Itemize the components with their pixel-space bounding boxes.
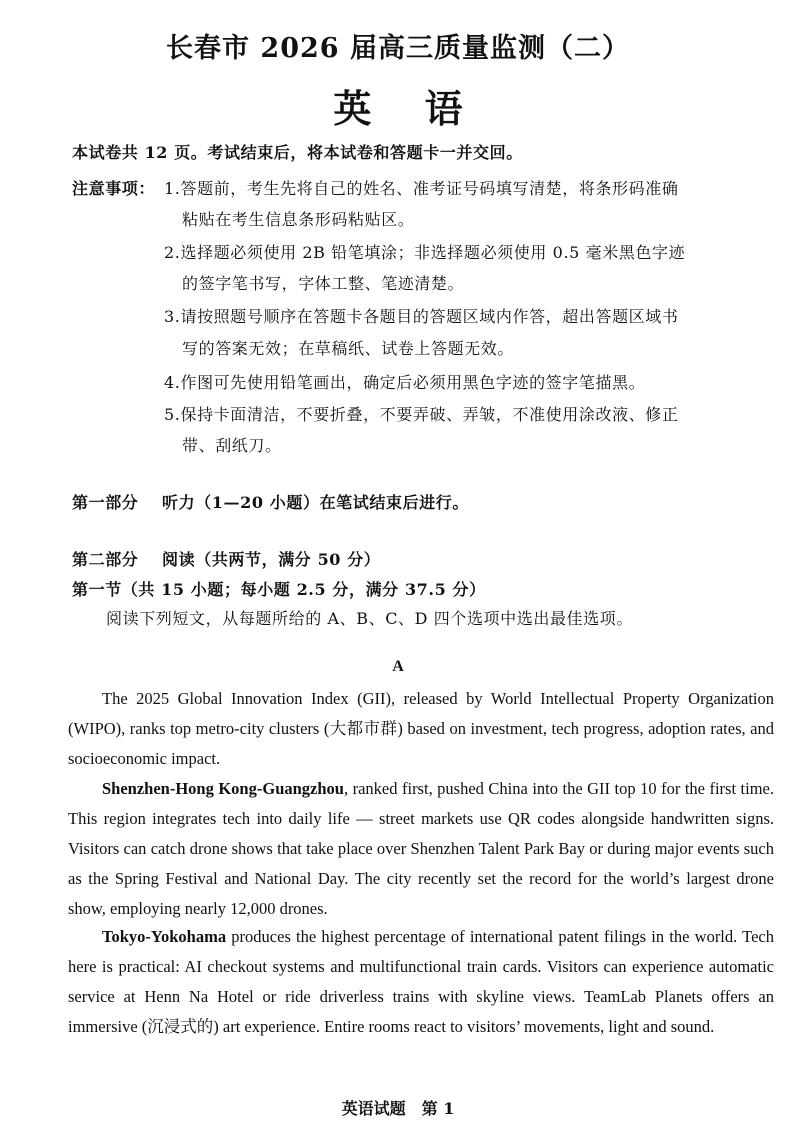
note-3-line-2: 写的答案无效；在草稿纸、试卷上答题无效。 xyxy=(182,339,515,358)
note-1-line-2: 粘贴在考生信息条形码粘贴区。 xyxy=(182,210,415,229)
section1-heading: 第一节（共 15 小题；每小题 2.5 分，满分 37.5 分） xyxy=(72,580,486,599)
notes-label: 注意事项： xyxy=(72,179,156,198)
note-2-line-1: 2.选择题必须使用 2B 铅笔填涂；非选择题必须使用 0.5 毫米黑色字迹 xyxy=(164,243,686,262)
passage-p2-text: , ranked first, pushed China into the GII top 10 for the first time. This region integrates tech into daily life — street markets use QR codes alongside handwritten signs. Visitors can catch drone shows that take place over Shenzhen Talent Park Bay or during major events such as the Spring Festival and National Day. The city recently set the record for the world’s largest drone show, employing nearly 12,000 drones. xyxy=(68,779,775,918)
passage-paragraph-3 xyxy=(68,922,774,1042)
passage-p3-lead: Tokyo-Yokohama xyxy=(102,927,227,946)
part1-label: 第一部分 xyxy=(72,493,139,512)
section1-instruction: 阅读下列短文，从每题所给的 A、B、C、D 四个选项中选出最佳选项。 xyxy=(106,609,633,628)
note-5-line-1: 5.保持卡面清洁，不要折叠，不要弄破、弄皱，不准使用涂改液、修正 xyxy=(164,405,679,424)
passage-p3-text: produces the highest percentage of international patent filings in the world. Tech here is practical: AI checkout systems and multifunctional train cards. Visitors can experience automatic service at Henn Na Hotel or ride driverless trains with skyline views. TeamLab Planets offers an immersive (沉浸式的) art experience. Entire rooms react to visitors’ movements, light and sound. xyxy=(68,927,774,1036)
page-title: 长春市 2026 届高三质量监测（二） xyxy=(166,33,630,64)
part1-text: 听力（1—20 小题）在笔试结束后进行。 xyxy=(162,493,469,512)
page-footer: 英语试题 第 1 xyxy=(341,1099,455,1118)
note-1-line-1: 1.答题前，考生先将自己的姓名、准考证号码填写清楚，将条形码准确 xyxy=(164,179,679,198)
passage-p1-text: The 2025 Global Innovation Index (GII), released by World Intellectual Property Organization (WIPO), ranks top metro-city clusters (大都市群) based on investment, tech progress, adoption rates, and socioeconomic impact. xyxy=(68,689,774,768)
passage-paragraph-1 xyxy=(68,684,774,774)
note-3-line-1: 3.请按照题号顺序在答题卡各题目的答题区域内作答，超出答题区域书 xyxy=(164,307,679,326)
part2-label: 第二部分 xyxy=(72,550,139,569)
exam-info-line: 本试卷共 12 页。考试结束后，将本试卷和答题卡一并交回。 xyxy=(72,143,523,162)
note-2-line-2: 的签字笔书写，字体工整、笔迹清楚。 xyxy=(182,274,465,293)
passage-paragraph-2 xyxy=(68,774,774,924)
subject-title: 英 语 xyxy=(333,86,463,131)
passage-p2-lead: Shenzhen-Hong Kong-Guangzhou xyxy=(102,779,344,798)
part2-text: 阅读（共两节，满分 50 分） xyxy=(162,550,381,569)
note-5-line-2: 带、刮纸刀。 xyxy=(182,436,282,455)
passage-heading: A xyxy=(392,658,404,675)
note-4-line-1: 4.作图可先使用铅笔画出，确定后必须用黑色字迹的签字笔描黑。 xyxy=(164,373,646,392)
